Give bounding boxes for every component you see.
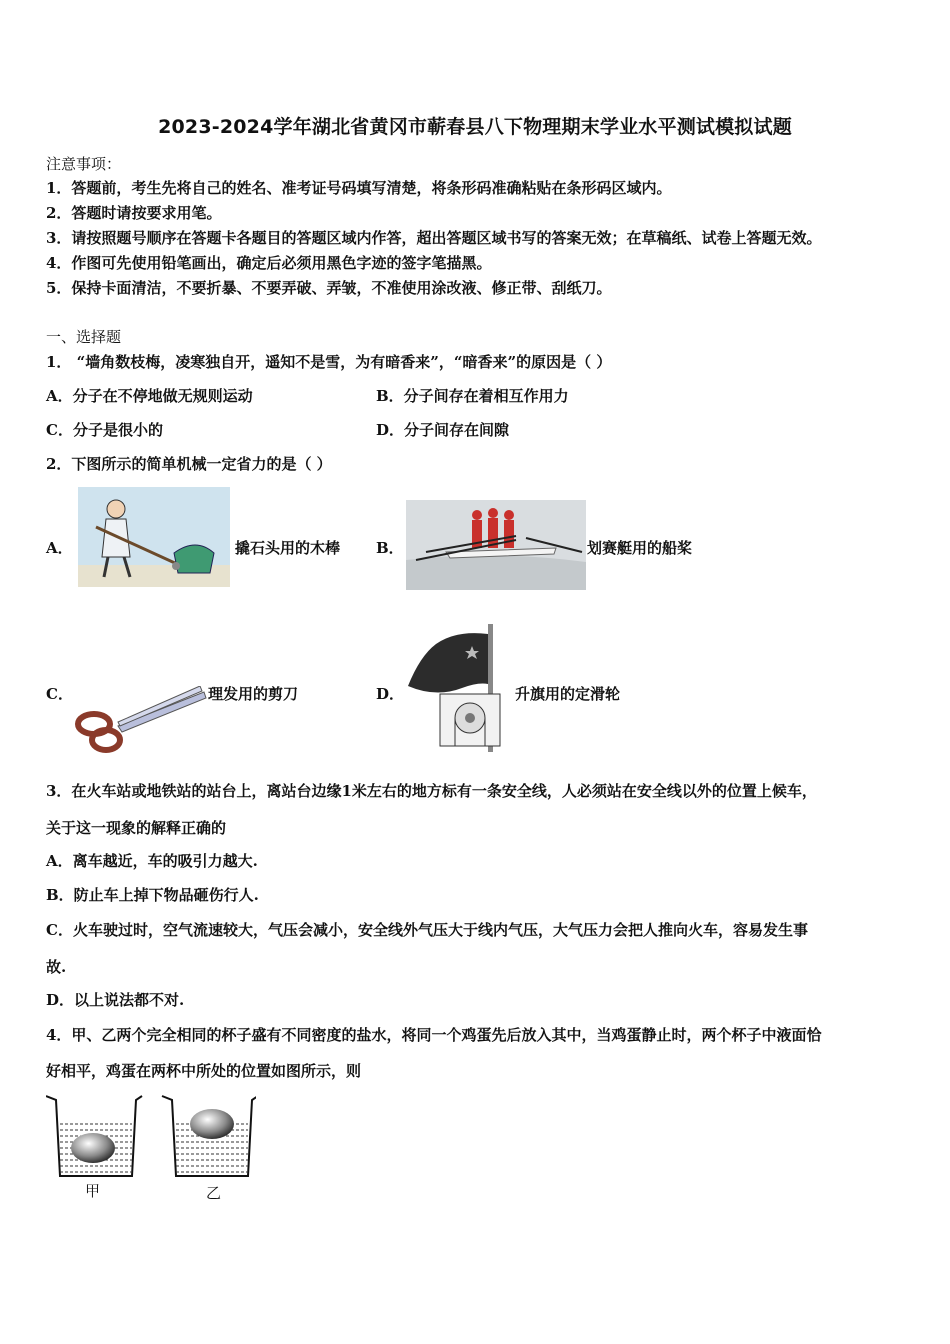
- q2-option-c-letter: C．: [46, 685, 73, 703]
- q2-option-a-text: 撬石头用的木棒: [235, 539, 341, 557]
- beaker-jia: [46, 1096, 142, 1176]
- q3-option-a: A．离车越近，车的吸引力越大.: [46, 852, 258, 870]
- notice-heading: 注意事项：: [46, 155, 122, 173]
- q4-stem-line1: 4．甲、乙两个完全相同的杯子盛有不同密度的盐水，将同一个鸡蛋先后放入其中，当鸡蛋静止时，两个杯子中液面恰: [46, 1026, 822, 1044]
- q3-option-c: C．火车驶过时，空气流速较大，气压会减小，安全线外气压大于线内气压，大气压力会把人推向火车，容易发生事: [46, 921, 808, 939]
- page-title: 2023-2024学年湖北省黄冈市蕲春县八下物理期末学业水平测试模拟试题: [158, 116, 792, 138]
- notice-item: 5．保持卡面清洁，不要折暴、不要弄破、弄皱，不准使用涂改液、修正带、刮纸刀。: [46, 279, 612, 297]
- section-heading: 一、选择题: [46, 328, 122, 346]
- flag-pulley-figure: [406, 622, 506, 752]
- notice-item: 1．答题前，考生先将自己的姓名、准考证号码填写清楚，将条形码准确粘贴在条形码区域内。: [46, 179, 672, 197]
- q1-option-d: D．分子间存在间隙: [376, 421, 510, 439]
- q3-option-b: B．防止车上掉下物品砸伤行人.: [46, 886, 259, 904]
- q2-stem: 2．下图所示的简单机械一定省力的是（ ）: [46, 455, 332, 473]
- q2-option-a-letter: A．: [46, 539, 73, 557]
- beaker-yi-label: 乙: [206, 1184, 222, 1202]
- q2-option-c-text: 理发用的剪刀: [208, 685, 299, 703]
- q1-stem: 1． “墙角数枝梅，凌寒独自开，遥知不是雪，为有暗香来”，“暗香来”的原因是（ ）: [46, 353, 612, 371]
- lever-man-figure: [78, 487, 230, 587]
- scissors-figure: [74, 686, 208, 754]
- q1-option-b: B．分子间存在着相互作用力: [376, 387, 569, 405]
- beakers-figure: [46, 1092, 256, 1182]
- q4-stem-line2: 好相平，鸡蛋在两杯中所处的位置如图所示，则: [46, 1062, 362, 1080]
- q3-option-d: D．以上说法都不对.: [46, 991, 185, 1009]
- q2-option-d-text: 升旗用的定滑轮: [515, 685, 621, 703]
- q3-stem-line1: 3．在火车站或地铁站的站台上，离站台边缘1米左右的地方标有一条安全线，人必须站在安全线以外的位置上候车，: [46, 782, 817, 800]
- q3-option-c-cont: 故.: [46, 958, 67, 976]
- q3-stem-line2: 关于这一现象的解释正确的: [46, 819, 227, 837]
- beaker-jia-label: 甲: [85, 1182, 101, 1200]
- q2-option-b-text: 划赛艇用的船桨: [587, 539, 693, 557]
- q2-option-d-letter: D．: [376, 685, 405, 703]
- q2-option-b-letter: B．: [376, 539, 404, 557]
- beaker-yi: [162, 1096, 256, 1176]
- q1-option-a: A．分子在不停地做无规则运动: [46, 387, 253, 405]
- rowing-boat-figure: [406, 500, 586, 590]
- notice-item: 4．作图可先使用铅笔画出，确定后必须用黑色字迹的签字笔描黑。: [46, 254, 492, 272]
- notice-item: 2．答题时请按要求用笔。: [46, 204, 222, 222]
- q1-option-c: C．分子是很小的: [46, 421, 163, 439]
- notice-item: 3．请按照题号顺序在答题卡各题目的答题区域内作答，超出答题区域书写的答案无效；在草稿纸、试卷上答题无效。: [46, 229, 822, 247]
